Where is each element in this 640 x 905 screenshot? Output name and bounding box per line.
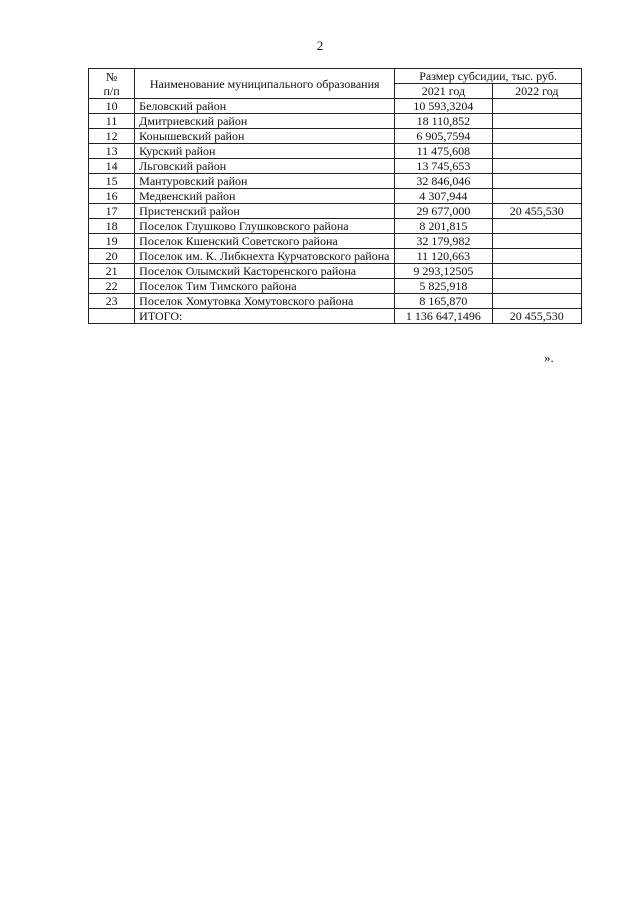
subsidy-table [88,68,582,324]
total-2021: 1 136 647,1496 [395,309,492,324]
subsidy-2022 [492,249,581,264]
subsidy-2021: 4 307,944 [395,189,492,204]
subsidy-2022: 20 455,530 [492,204,581,219]
row-number: 12 [89,129,135,144]
subsidy-2021: 5 825,918 [395,279,492,294]
subsidy-2021: 32 846,046 [395,174,492,189]
subsidy-2022 [492,174,581,189]
subsidy-2021: 29 677,000 [395,204,492,219]
table-row [89,234,582,249]
subsidy-2022 [492,294,581,309]
row-number: 14 [89,159,135,174]
table-row [89,174,582,189]
table-row [89,294,582,309]
municipality-name: Пристенский район [135,204,395,219]
page-number: 2 [316,38,324,53]
closing-quote: ». [544,350,554,365]
row-number: 11 [89,114,135,129]
subsidy-2022 [492,99,581,114]
municipality-name: Поселок Тим Тимского района [135,279,395,294]
table-footer [89,309,582,324]
row-number: 18 [89,219,135,234]
table-row [89,264,582,279]
header-row-number: № п/п [89,69,135,99]
municipality-name: Беловский район [135,99,395,114]
row-number: 10 [89,99,135,114]
subsidy-2022 [492,144,581,159]
total-number-cell [89,309,135,324]
row-number: 23 [89,294,135,309]
municipality-name: Конышевский район [135,129,395,144]
subsidy-2022 [492,114,581,129]
header-municipality-name: Наименование муниципального образования [135,69,395,99]
municipality-name: Поселок Олымский Касторенского района [135,264,395,279]
table-row [89,204,582,219]
subsidy-2021: 8 165,870 [395,294,492,309]
municipality-name: Поселок Глушково Глушковского района [135,219,395,234]
table-body [89,99,582,309]
subsidy-2021: 6 905,7594 [395,129,492,144]
header-year-2022: 2022 год [492,84,581,99]
table-row [89,144,582,159]
table-row [89,114,582,129]
table-row [89,219,582,234]
row-number: 21 [89,264,135,279]
municipality-name: Мантуровский район [135,174,395,189]
subsidy-2021: 18 110,852 [395,114,492,129]
municipality-name: Дмитриевский район [135,114,395,129]
table-row [89,159,582,174]
total-row [89,309,582,324]
table-header [89,69,582,99]
subsidy-2021: 8 201,815 [395,219,492,234]
row-number: 15 [89,174,135,189]
subsidy-2021: 10 593,3204 [395,99,492,114]
subsidy-2021: 11 120,663 [395,249,492,264]
row-number: 17 [89,204,135,219]
row-number: 16 [89,189,135,204]
subsidy-2022 [492,264,581,279]
subsidy-2021: 13 745,653 [395,159,492,174]
subsidy-2021: 9 293,12505 [395,264,492,279]
table-row [89,99,582,114]
total-label: ИТОГО: [135,309,395,324]
subsidy-2022 [492,189,581,204]
municipality-name: Льговский район [135,159,395,174]
municipality-name: Медвенский район [135,189,395,204]
subsidy-2021: 32 179,982 [395,234,492,249]
subsidy-2022 [492,279,581,294]
subsidy-2022 [492,159,581,174]
total-2022: 20 455,530 [492,309,581,324]
subsidy-2022 [492,219,581,234]
municipality-name: Поселок Кшенский Советского района [135,234,395,249]
row-number: 20 [89,249,135,264]
subsidy-2021: 11 475,608 [395,144,492,159]
table-row [89,249,582,264]
row-number: 22 [89,279,135,294]
row-number: 13 [89,144,135,159]
table-row [89,279,582,294]
header-year-2021: 2021 год [395,84,492,99]
municipality-name: Поселок Хомутовка Хомутовского района [135,294,395,309]
row-number: 19 [89,234,135,249]
subsidy-2022 [492,234,581,249]
municipality-name: Поселок им. К. Либкнехта Курчатовского района [135,249,395,264]
table-row [89,129,582,144]
table-row [89,189,582,204]
header-subsidy-size: Размер субсидии, тыс. руб. [395,69,582,84]
subsidy-2022 [492,129,581,144]
municipality-name: Курский район [135,144,395,159]
